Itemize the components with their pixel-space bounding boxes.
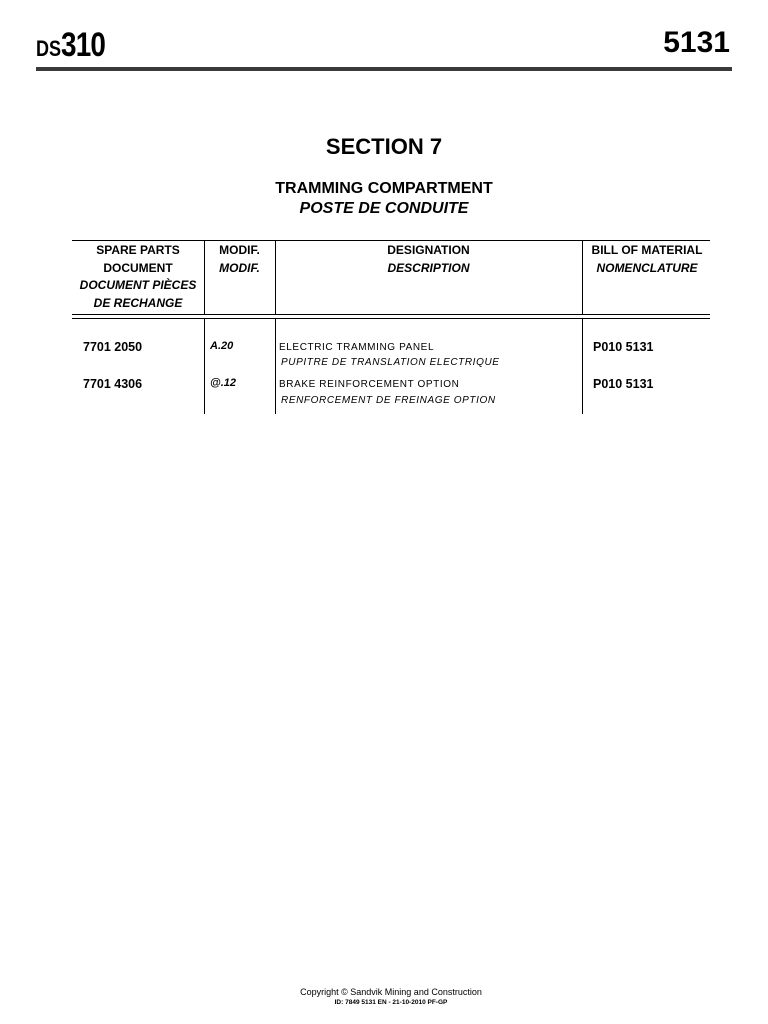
row-document-number[interactable]: 7701 4306	[83, 377, 143, 391]
header-modif-fr: MODIF.	[219, 260, 260, 275]
model-number: 310	[61, 26, 106, 64]
header-modif	[204, 242, 275, 277]
footer-copyright: Copyright © Sandvik Mining and Construction	[300, 987, 482, 997]
row-bom[interactable]: P010 5131	[593, 377, 654, 391]
row-designation-en: BRAKE REINFORCEMENT OPTION	[279, 379, 460, 390]
header-modif-en: MODIF.	[219, 243, 260, 257]
col-divider-3-body	[582, 318, 583, 414]
header-rule	[36, 67, 732, 71]
header-doc-fr-1: DOCUMENT PIÈCES	[79, 278, 197, 292]
col-divider-1-body	[204, 318, 205, 414]
col-divider-2-body	[275, 318, 276, 414]
page-code: 5131	[663, 26, 730, 59]
header-spare-parts-document	[72, 242, 204, 312]
row-bom[interactable]: P010 5131	[593, 340, 654, 354]
table-top-rule	[72, 240, 710, 241]
header-designation	[275, 242, 582, 277]
row-designation-fr: RENFORCEMENT DE FREINAGE OPTION	[281, 395, 496, 406]
section-title: SECTION 7	[325, 134, 443, 159]
header-designation-fr: DESCRIPTION	[387, 260, 470, 275]
header-bill-of-material	[582, 242, 712, 277]
table-header-rule-2	[72, 318, 710, 319]
row-modif: @.12	[210, 377, 237, 389]
header-bom-en: BILL OF MATERIAL	[591, 243, 703, 257]
header-bom-fr: NOMENCLATURE	[596, 260, 698, 275]
header-doc-en-1: SPARE PARTS	[96, 243, 180, 257]
row-designation-fr: PUPITRE DE TRANSLATION ELECTRIQUE	[281, 357, 500, 368]
model-title	[36, 26, 105, 65]
header-doc-fr-2: DE RECHANGE	[93, 295, 183, 310]
header-designation-en: DESIGNATION	[387, 243, 470, 257]
footer-document-id: ID: 7849 5131 EN - 21-10-2010 PF-GP	[334, 999, 448, 1006]
section-subtitle-en: TRAMMING COMPARTMENT	[275, 180, 493, 197]
section-subtitle-fr: POSTE DE CONDUITE	[299, 200, 469, 217]
row-designation-en: ELECTRIC TRAMMING PANEL	[279, 342, 435, 353]
header-doc-en-2: DOCUMENT	[103, 260, 173, 275]
model-prefix: DS	[36, 36, 62, 61]
row-document-number[interactable]: 7701 2050	[83, 340, 143, 354]
row-modif: A.20	[210, 340, 234, 352]
table-header-rule-1	[72, 314, 710, 315]
